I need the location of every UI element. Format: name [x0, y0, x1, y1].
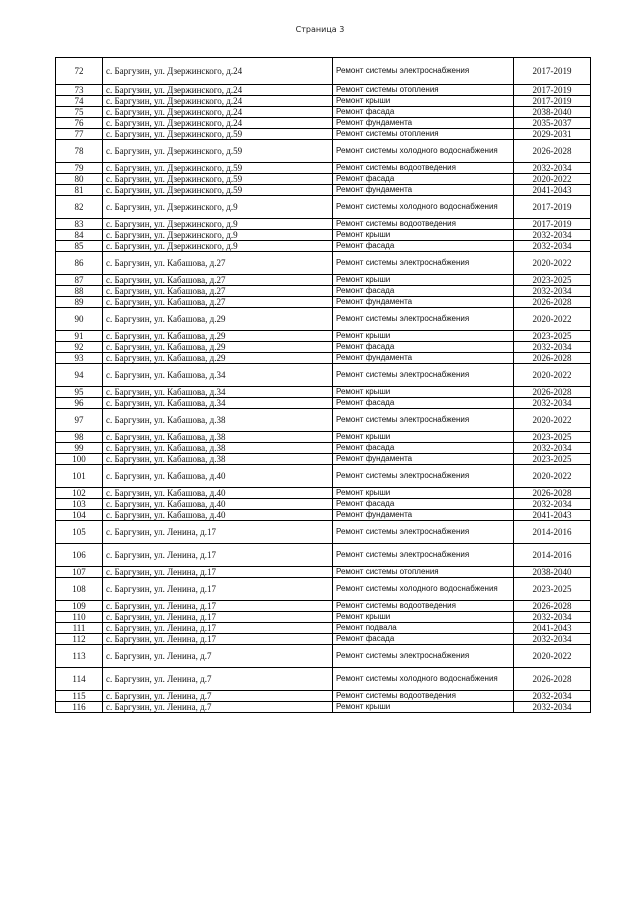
work-type-cell: Ремонт системы холодного водоснабжения — [333, 140, 514, 163]
years-cell: 2026-2028 — [514, 601, 591, 612]
row-number-cell: 83 — [56, 219, 103, 230]
years-cell: 2017-2019 — [514, 58, 591, 85]
row-number-cell: 96 — [56, 398, 103, 409]
table-row — [56, 297, 591, 308]
work-type-cell: Ремонт системы электроснабжения — [333, 308, 514, 331]
address-cell: с. Баргузин, ул. Ленина, д.17 — [103, 601, 333, 612]
address-cell: с. Баргузин, ул. Дзержинского, д.59 — [103, 174, 333, 185]
row-number-cell: 101 — [56, 465, 103, 488]
table-row — [56, 454, 591, 465]
years-cell: 2032-2034 — [514, 612, 591, 623]
row-number-cell: 103 — [56, 499, 103, 510]
row-number-cell: 106 — [56, 544, 103, 567]
years-cell: 2020-2022 — [514, 174, 591, 185]
table-row — [56, 623, 591, 634]
address-cell: с. Баргузин, ул. Ленина, д.17 — [103, 612, 333, 623]
address-cell: с. Баргузин, ул. Кабашова, д.29 — [103, 308, 333, 331]
row-number-cell: 72 — [56, 58, 103, 85]
table-row — [56, 668, 591, 691]
address-cell: с. Баргузин, ул. Дзержинского, д.9 — [103, 196, 333, 219]
work-type-cell: Ремонт крыши — [333, 331, 514, 342]
work-type-cell: Ремонт фасада — [333, 634, 514, 645]
row-number-cell: 74 — [56, 96, 103, 107]
table-row — [56, 140, 591, 163]
row-number-cell: 82 — [56, 196, 103, 219]
years-cell: 2014-2016 — [514, 521, 591, 544]
address-cell: с. Баргузин, ул. Кабашова, д.40 — [103, 499, 333, 510]
work-type-cell: Ремонт системы электроснабжения — [333, 58, 514, 85]
table-row — [56, 601, 591, 612]
row-number-cell: 97 — [56, 409, 103, 432]
years-cell: 2032-2034 — [514, 241, 591, 252]
table-row — [56, 567, 591, 578]
table-row — [56, 510, 591, 521]
years-cell: 2020-2022 — [514, 409, 591, 432]
page-number-label: Страница 3 — [295, 25, 345, 34]
years-cell: 2032-2034 — [514, 443, 591, 454]
work-type-cell: Ремонт системы отопления — [333, 567, 514, 578]
years-cell: 2026-2028 — [514, 668, 591, 691]
work-type-cell: Ремонт системы электроснабжения — [333, 465, 514, 488]
table-row — [56, 331, 591, 342]
years-cell: 2014-2016 — [514, 544, 591, 567]
work-type-cell: Ремонт крыши — [333, 432, 514, 443]
row-number-cell: 114 — [56, 668, 103, 691]
table-row — [56, 387, 591, 398]
row-number-cell: 109 — [56, 601, 103, 612]
years-cell: 2032-2034 — [514, 499, 591, 510]
row-number-cell: 99 — [56, 443, 103, 454]
table-row — [56, 230, 591, 241]
work-type-cell: Ремонт системы холодного водоснабжения — [333, 196, 514, 219]
years-cell: 2020-2022 — [514, 252, 591, 275]
years-cell: 2041-2043 — [514, 510, 591, 521]
work-type-cell: Ремонт фундамента — [333, 297, 514, 308]
address-cell: с. Баргузин, ул. Дзержинского, д.24 — [103, 107, 333, 118]
table-row — [56, 275, 591, 286]
years-cell: 2041-2043 — [514, 185, 591, 196]
row-number-cell: 77 — [56, 129, 103, 140]
years-cell: 2032-2034 — [514, 702, 591, 713]
address-cell: с. Баргузин, ул. Кабашова, д.38 — [103, 443, 333, 454]
work-type-cell: Ремонт крыши — [333, 230, 514, 241]
work-type-cell: Ремонт фасада — [333, 286, 514, 297]
table-row — [56, 85, 591, 96]
address-cell: с. Баргузин, ул. Кабашова, д.40 — [103, 488, 333, 499]
address-cell: с. Баргузин, ул. Дзержинского, д.9 — [103, 230, 333, 241]
address-cell: с. Баргузин, ул. Дзержинского, д.24 — [103, 118, 333, 129]
table-row — [56, 364, 591, 387]
address-cell: с. Баргузин, ул. Кабашова, д.34 — [103, 387, 333, 398]
row-number-cell: 95 — [56, 387, 103, 398]
work-type-cell: Ремонт фасада — [333, 107, 514, 118]
work-type-cell: Ремонт системы холодного водоснабжения — [333, 578, 514, 601]
row-number-cell: 73 — [56, 85, 103, 96]
table-row — [56, 241, 591, 252]
table-row — [56, 398, 591, 409]
years-cell: 2032-2034 — [514, 398, 591, 409]
table-row — [56, 702, 591, 713]
work-type-cell: Ремонт фундамента — [333, 454, 514, 465]
table-row — [56, 612, 591, 623]
table-row — [56, 521, 591, 544]
years-cell: 2038-2040 — [514, 107, 591, 118]
row-number-cell: 113 — [56, 645, 103, 668]
table-body — [56, 58, 591, 713]
address-cell: с. Баргузин, ул. Кабашова, д.34 — [103, 364, 333, 387]
row-number-cell: 87 — [56, 275, 103, 286]
row-number-cell: 81 — [56, 185, 103, 196]
address-cell: с. Баргузин, ул. Ленина, д.7 — [103, 668, 333, 691]
work-type-cell: Ремонт фасада — [333, 342, 514, 353]
years-cell: 2023-2025 — [514, 578, 591, 601]
table-row — [56, 409, 591, 432]
years-cell: 2020-2022 — [514, 308, 591, 331]
address-cell: с. Баргузин, ул. Ленина, д.17 — [103, 623, 333, 634]
table-row — [56, 286, 591, 297]
address-cell: с. Баргузин, ул. Кабашова, д.40 — [103, 510, 333, 521]
address-cell: с. Баргузин, ул. Дзержинского, д.59 — [103, 163, 333, 174]
years-cell: 2032-2034 — [514, 286, 591, 297]
table-row — [56, 163, 591, 174]
table-row — [56, 353, 591, 364]
table-row — [56, 634, 591, 645]
address-cell: с. Баргузин, ул. Ленина, д.17 — [103, 567, 333, 578]
row-number-cell: 76 — [56, 118, 103, 129]
work-type-cell: Ремонт системы электроснабжения — [333, 645, 514, 668]
work-type-cell: Ремонт фасада — [333, 443, 514, 454]
work-type-cell: Ремонт системы отопления — [333, 129, 514, 140]
work-type-cell: Ремонт системы электроснабжения — [333, 544, 514, 567]
row-number-cell: 92 — [56, 342, 103, 353]
row-number-cell: 91 — [56, 331, 103, 342]
address-cell: с. Баргузин, ул. Дзержинского, д.9 — [103, 241, 333, 252]
row-number-cell: 98 — [56, 432, 103, 443]
address-cell: с. Баргузин, ул. Дзержинского, д.59 — [103, 140, 333, 163]
years-cell: 2032-2034 — [514, 691, 591, 702]
address-cell: с. Баргузин, ул. Ленина, д.17 — [103, 578, 333, 601]
row-number-cell: 108 — [56, 578, 103, 601]
years-cell: 2020-2022 — [514, 465, 591, 488]
years-cell: 2032-2034 — [514, 230, 591, 241]
work-type-cell: Ремонт крыши — [333, 275, 514, 286]
years-cell: 2026-2028 — [514, 140, 591, 163]
address-cell: с. Баргузин, ул. Кабашова, д.29 — [103, 342, 333, 353]
years-cell: 2017-2019 — [514, 196, 591, 219]
years-cell: 2020-2022 — [514, 645, 591, 668]
work-type-cell: Ремонт крыши — [333, 702, 514, 713]
address-cell: с. Баргузин, ул. Кабашова, д.29 — [103, 331, 333, 342]
years-cell: 2017-2019 — [514, 219, 591, 230]
row-number-cell: 93 — [56, 353, 103, 364]
row-number-cell: 107 — [56, 567, 103, 578]
address-cell: с. Баргузин, ул. Дзержинского, д.59 — [103, 185, 333, 196]
years-cell: 2023-2025 — [514, 454, 591, 465]
years-cell: 2023-2025 — [514, 331, 591, 342]
table-row — [56, 174, 591, 185]
row-number-cell: 90 — [56, 308, 103, 331]
row-number-cell: 105 — [56, 521, 103, 544]
work-type-cell: Ремонт фундамента — [333, 185, 514, 196]
work-type-cell: Ремонт подвала — [333, 623, 514, 634]
work-type-cell: Ремонт фундамента — [333, 353, 514, 364]
address-cell: с. Баргузин, ул. Кабашова, д.38 — [103, 432, 333, 443]
address-cell: с. Баргузин, ул. Ленина, д.17 — [103, 634, 333, 645]
table-row — [56, 252, 591, 275]
address-cell: с. Баргузин, ул. Дзержинского, д.24 — [103, 85, 333, 96]
work-type-cell: Ремонт крыши — [333, 96, 514, 107]
address-cell: с. Баргузин, ул. Дзержинского, д.59 — [103, 129, 333, 140]
row-number-cell: 112 — [56, 634, 103, 645]
address-cell: с. Баргузин, ул. Кабашова, д.27 — [103, 286, 333, 297]
table-row — [56, 645, 591, 668]
address-cell: с. Баргузин, ул. Дзержинского, д.9 — [103, 219, 333, 230]
address-cell: с. Баргузин, ул. Кабашова, д.27 — [103, 297, 333, 308]
work-type-cell: Ремонт фундамента — [333, 118, 514, 129]
table-row — [56, 219, 591, 230]
work-type-cell: Ремонт фасада — [333, 398, 514, 409]
years-cell: 2032-2034 — [514, 163, 591, 174]
years-cell: 2035-2037 — [514, 118, 591, 129]
address-cell: с. Баргузин, ул. Ленина, д.7 — [103, 702, 333, 713]
row-number-cell: 102 — [56, 488, 103, 499]
years-cell: 2032-2034 — [514, 634, 591, 645]
years-cell: 2023-2025 — [514, 275, 591, 286]
address-cell: с. Баргузин, ул. Ленина, д.7 — [103, 691, 333, 702]
table-row — [56, 185, 591, 196]
address-cell: с. Баргузин, ул. Кабашова, д.38 — [103, 409, 333, 432]
row-number-cell: 84 — [56, 230, 103, 241]
years-cell: 2017-2019 — [514, 96, 591, 107]
row-number-cell: 85 — [56, 241, 103, 252]
row-number-cell: 80 — [56, 174, 103, 185]
address-cell: с. Баргузин, ул. Кабашова, д.40 — [103, 465, 333, 488]
table-row — [56, 107, 591, 118]
years-cell: 2017-2019 — [514, 85, 591, 96]
table-row — [56, 342, 591, 353]
work-type-cell: Ремонт системы электроснабжения — [333, 521, 514, 544]
years-cell: 2032-2034 — [514, 342, 591, 353]
table-row — [56, 58, 591, 85]
work-type-cell: Ремонт крыши — [333, 387, 514, 398]
work-type-cell: Ремонт фундамента — [333, 510, 514, 521]
work-type-cell: Ремонт крыши — [333, 488, 514, 499]
address-cell: с. Баргузин, ул. Ленина, д.7 — [103, 645, 333, 668]
address-cell: с. Баргузин, ул. Ленина, д.17 — [103, 544, 333, 567]
row-number-cell: 79 — [56, 163, 103, 174]
work-type-cell: Ремонт системы водоотведения — [333, 691, 514, 702]
address-cell: с. Баргузин, ул. Кабашова, д.27 — [103, 275, 333, 286]
years-cell: 2026-2028 — [514, 387, 591, 398]
work-type-cell: Ремонт системы отопления — [333, 85, 514, 96]
work-type-cell: Ремонт фасада — [333, 241, 514, 252]
row-number-cell: 94 — [56, 364, 103, 387]
row-number-cell: 104 — [56, 510, 103, 521]
years-cell: 2026-2028 — [514, 353, 591, 364]
years-cell: 2041-2043 — [514, 623, 591, 634]
address-cell: с. Баргузин, ул. Кабашова, д.27 — [103, 252, 333, 275]
row-number-cell: 100 — [56, 454, 103, 465]
table-row — [56, 96, 591, 107]
table-row — [56, 499, 591, 510]
address-cell: с. Баргузин, ул. Ленина, д.17 — [103, 521, 333, 544]
table-row — [56, 488, 591, 499]
table-row — [56, 196, 591, 219]
address-cell: с. Баргузин, ул. Кабашова, д.34 — [103, 398, 333, 409]
row-number-cell: 88 — [56, 286, 103, 297]
table-row — [56, 544, 591, 567]
row-number-cell: 116 — [56, 702, 103, 713]
years-cell: 2020-2022 — [514, 364, 591, 387]
address-cell: с. Баргузин, ул. Кабашова, д.29 — [103, 353, 333, 364]
table-row — [56, 443, 591, 454]
repair-schedule-table — [55, 57, 591, 713]
address-cell: с. Баргузин, ул. Дзержинского, д.24 — [103, 96, 333, 107]
row-number-cell: 86 — [56, 252, 103, 275]
table-row — [56, 129, 591, 140]
work-type-cell: Ремонт системы электроснабжения — [333, 364, 514, 387]
table-row — [56, 465, 591, 488]
row-number-cell: 110 — [56, 612, 103, 623]
row-number-cell: 78 — [56, 140, 103, 163]
years-cell: 2038-2040 — [514, 567, 591, 578]
table-row — [56, 432, 591, 443]
address-cell: с. Баргузин, ул. Дзержинского, д.24 — [103, 58, 333, 85]
address-cell: с. Баргузин, ул. Кабашова, д.38 — [103, 454, 333, 465]
years-cell: 2029-2031 — [514, 129, 591, 140]
work-type-cell: Ремонт фасада — [333, 499, 514, 510]
work-type-cell: Ремонт системы электроснабжения — [333, 409, 514, 432]
work-type-cell: Ремонт системы холодного водоснабжения — [333, 668, 514, 691]
years-cell: 2023-2025 — [514, 432, 591, 443]
work-type-cell: Ремонт крыши — [333, 612, 514, 623]
work-type-cell: Ремонт системы электроснабжения — [333, 252, 514, 275]
table-row — [56, 578, 591, 601]
work-type-cell: Ремонт системы водоотведения — [333, 601, 514, 612]
row-number-cell: 89 — [56, 297, 103, 308]
table-row — [56, 308, 591, 331]
table-row — [56, 118, 591, 129]
work-type-cell: Ремонт системы водоотведения — [333, 219, 514, 230]
row-number-cell: 111 — [56, 623, 103, 634]
work-type-cell: Ремонт фасада — [333, 174, 514, 185]
work-type-cell: Ремонт системы водоотведения — [333, 163, 514, 174]
table-row — [56, 691, 591, 702]
row-number-cell: 75 — [56, 107, 103, 118]
row-number-cell: 115 — [56, 691, 103, 702]
years-cell: 2026-2028 — [514, 297, 591, 308]
years-cell: 2026-2028 — [514, 488, 591, 499]
